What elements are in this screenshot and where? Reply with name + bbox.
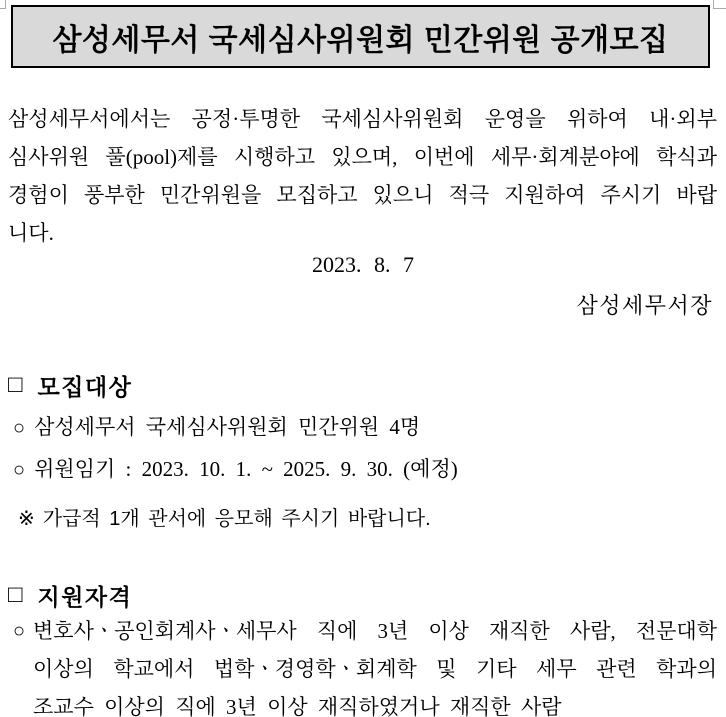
circle-bullet-icon: ○: [13, 620, 26, 642]
section-heading-recruit-target: [8, 369, 132, 402]
intro-line: 경험이 풍부한 민간위원을 모집하고 있으니 적극 지원하여 주시기 바랍: [8, 183, 717, 207]
list-item-text: 위원임기 : 2023. 10. 1. ~ 2025. 9. 30. (예정): [34, 457, 458, 481]
section-heading-label: 모집대상: [37, 375, 133, 400]
section-heading-qualification: [8, 579, 132, 612]
note-text: 가급적 1개 관서에 응모해 주시기 바랍니다.: [42, 508, 431, 530]
list-item: [13, 454, 458, 485]
list-item-text: 삼성세무서 국세심사위원회 민간위원 4명: [34, 415, 421, 439]
intro-line: 니다.: [8, 221, 54, 245]
qualification-item: [13, 612, 717, 717]
signature: 삼성세무서장: [576, 293, 713, 318]
reference-mark-icon: ※: [18, 508, 35, 530]
intro-line: 심사위원 풀(pool)제를 시행하고 있으며, 이번에 세무·회계분야에 학식과: [8, 145, 717, 169]
title-box: [11, 5, 710, 68]
section-heading-label: 지원자격: [37, 585, 133, 610]
square-bullet-icon: □: [8, 582, 23, 608]
qualification-line: 조교수 이상의 직에 3년 이상 재직하였거나 재직한 사람: [33, 695, 562, 717]
document-date: 2023. 8. 7: [312, 252, 414, 277]
circle-bullet-icon: ○: [13, 459, 26, 481]
intro-line: 삼성세무서에서는 공정·투명한 국세심사위원회 운영을 위하여 내·외부: [8, 107, 717, 131]
scan-artifact-top-left: [0, 0, 6, 9]
scan-artifact-top-right: [713, 0, 726, 9]
list-item: [13, 412, 420, 443]
qualification-line: 변호사ㆍ공인회계사ㆍ세무사 직에 3년 이상 재직한 사람, 전문대학: [33, 619, 717, 643]
intro-paragraph: [8, 100, 717, 252]
note: [18, 505, 431, 533]
qualification-line: 이상의 학교에서 법학ㆍ경영학ㆍ회계학 및 기타 세무 관련 학과의: [33, 657, 717, 681]
qualification-item-lines: [33, 612, 717, 717]
circle-bullet-icon: ○: [13, 417, 26, 439]
document-title: 삼성세무서 국세심사위원회 민간위원 공개모집: [52, 23, 669, 57]
square-bullet-icon: □: [8, 372, 23, 398]
